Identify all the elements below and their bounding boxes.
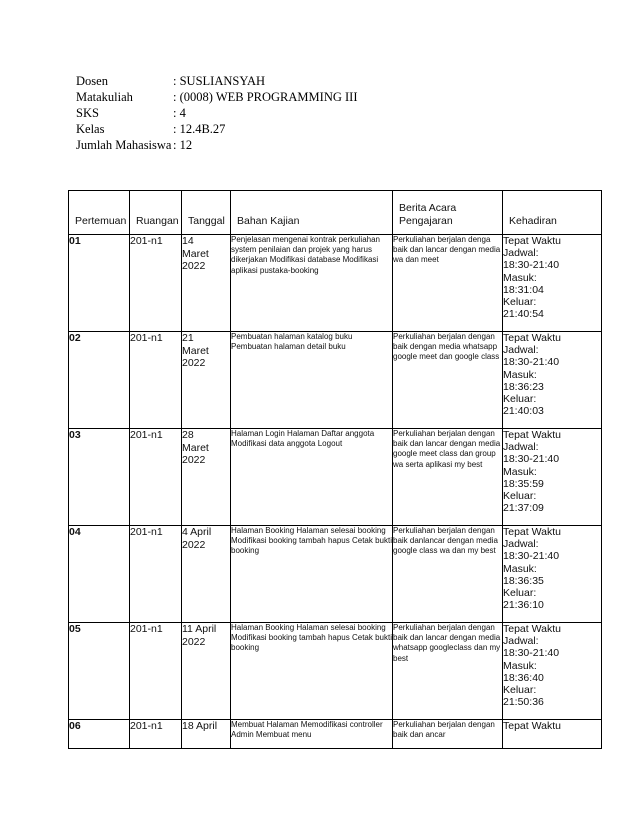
cell-date: 14 Maret 2022 (182, 235, 231, 332)
cell-teaching-report: Perkuliahan berjalan dengan baik dengan media whatsapp google meet dan google class (393, 332, 503, 429)
table-row (69, 429, 602, 526)
cell-meeting-number: 01 (69, 235, 130, 332)
info-value: : 12.4B.27 (173, 122, 226, 136)
column-header-date: Tanggal (182, 191, 231, 235)
info-label: SKS (76, 106, 99, 120)
cell-meeting-number: 05 (69, 623, 130, 720)
cell-teaching-report: Perkuliahan berjalan dengan baik danlancar dengan media google class wa dan my best (393, 526, 503, 623)
table-row (69, 623, 602, 720)
cell-topic: Membuat Halaman Memodifikasi controller Admin Membuat menu (231, 720, 393, 749)
cell-date: 18 April (182, 720, 231, 749)
cell-date: 4 April 2022 (182, 526, 231, 623)
info-label: Jumlah Mahasiswa (76, 138, 172, 152)
attendance-table (68, 190, 602, 749)
cell-topic: Halaman Booking Halaman selesai booking Modifikasi booking tambah hapus Cetak bukti booking (231, 526, 393, 623)
cell-date: 11 April 2022 (182, 623, 231, 720)
cell-attendance: Tepat Waktu Jadwal: 18:30-21:40 Masuk: 18:35:59 Keluar: 21:37:09 (503, 429, 602, 526)
column-header-topic: Bahan Kajian (231, 191, 393, 235)
info-label: Dosen (76, 74, 108, 88)
cell-attendance: Tepat Waktu (503, 720, 602, 749)
course-info (76, 73, 358, 153)
table-row (69, 332, 602, 429)
cell-teaching-report: Perkuliahan berjalan dengan baik dan lancar dengan media google meet class dan group wa serta aplikasi my best (393, 429, 503, 526)
info-label: Kelas (76, 122, 105, 136)
table-row (69, 235, 602, 332)
info-value: : 4 (173, 106, 186, 120)
cell-attendance: Tepat Waktu Jadwal: 18:30-21:40 Masuk: 18:36:23 Keluar: 21:40:03 (503, 332, 602, 429)
info-value: : (0008) WEB PROGRAMMING III (173, 90, 358, 104)
table-header-row (69, 191, 602, 235)
cell-room: 201-n1 (130, 332, 182, 429)
cell-room: 201-n1 (130, 235, 182, 332)
cell-topic: Penjelasan mengenai kontrak perkuliahan system penilaian dan projek yang harus dikerjakan Modifikasi database Modifikasi aplikasi pustaka-booking (231, 235, 393, 332)
cell-date: 21 Maret 2022 (182, 332, 231, 429)
column-header-teaching-report: Berita Acara Pengajaran (393, 191, 503, 235)
cell-topic: Halaman Booking Halaman selesai booking Modifikasi booking tambah hapus Cetak bukti booking (231, 623, 393, 720)
cell-topic: Halaman Login Halaman Daftar anggota Modifikasi data anggota Logout (231, 429, 393, 526)
cell-date: 28 Maret 2022 (182, 429, 231, 526)
cell-teaching-report: Perkuliahan berjalan dengan baik dan lancar dengan media whatsapp googleclass dan my best (393, 623, 503, 720)
info-value: : 12 (173, 138, 193, 152)
cell-meeting-number: 02 (69, 332, 130, 429)
cell-room: 201-n1 (130, 720, 182, 749)
cell-attendance: Tepat Waktu Jadwal: 18:30-21:40 Masuk: 18:36:35 Keluar: 21:36:10 (503, 526, 602, 623)
cell-room: 201-n1 (130, 429, 182, 526)
table-row (69, 526, 602, 623)
info-row-course (76, 89, 358, 105)
info-label: Matakuliah (76, 90, 133, 104)
cell-topic: Pembuatan halaman katalog buku Pembuatan halaman detail buku (231, 332, 393, 429)
column-header-meeting: Pertemuan (69, 191, 130, 235)
cell-attendance: Tepat Waktu Jadwal: 18:30-21:40 Masuk: 18:31:04 Keluar: 21:40:54 (503, 235, 602, 332)
cell-meeting-number: 03 (69, 429, 130, 526)
info-row-lecturer (76, 73, 358, 89)
info-value: : SUSLIANSYAH (173, 74, 266, 88)
cell-teaching-report: Perkuliahan berjalan dengan baik dan ancar (393, 720, 503, 749)
cell-meeting-number: 06 (69, 720, 130, 749)
cell-meeting-number: 04 (69, 526, 130, 623)
cell-room: 201-n1 (130, 623, 182, 720)
info-row-students (76, 137, 358, 153)
cell-attendance: Tepat Waktu Jadwal: 18:30-21:40 Masuk: 18:36:40 Keluar: 21:50:36 (503, 623, 602, 720)
info-row-class (76, 121, 358, 137)
info-row-credits (76, 105, 358, 121)
cell-teaching-report: Perkuliahan berjalan denga baik dan lancar dengan media wa dan meet (393, 235, 503, 332)
column-header-room: Ruangan (130, 191, 182, 235)
table-row (69, 720, 602, 749)
column-header-attendance: Kehadiran (503, 191, 602, 235)
cell-room: 201-n1 (130, 526, 182, 623)
